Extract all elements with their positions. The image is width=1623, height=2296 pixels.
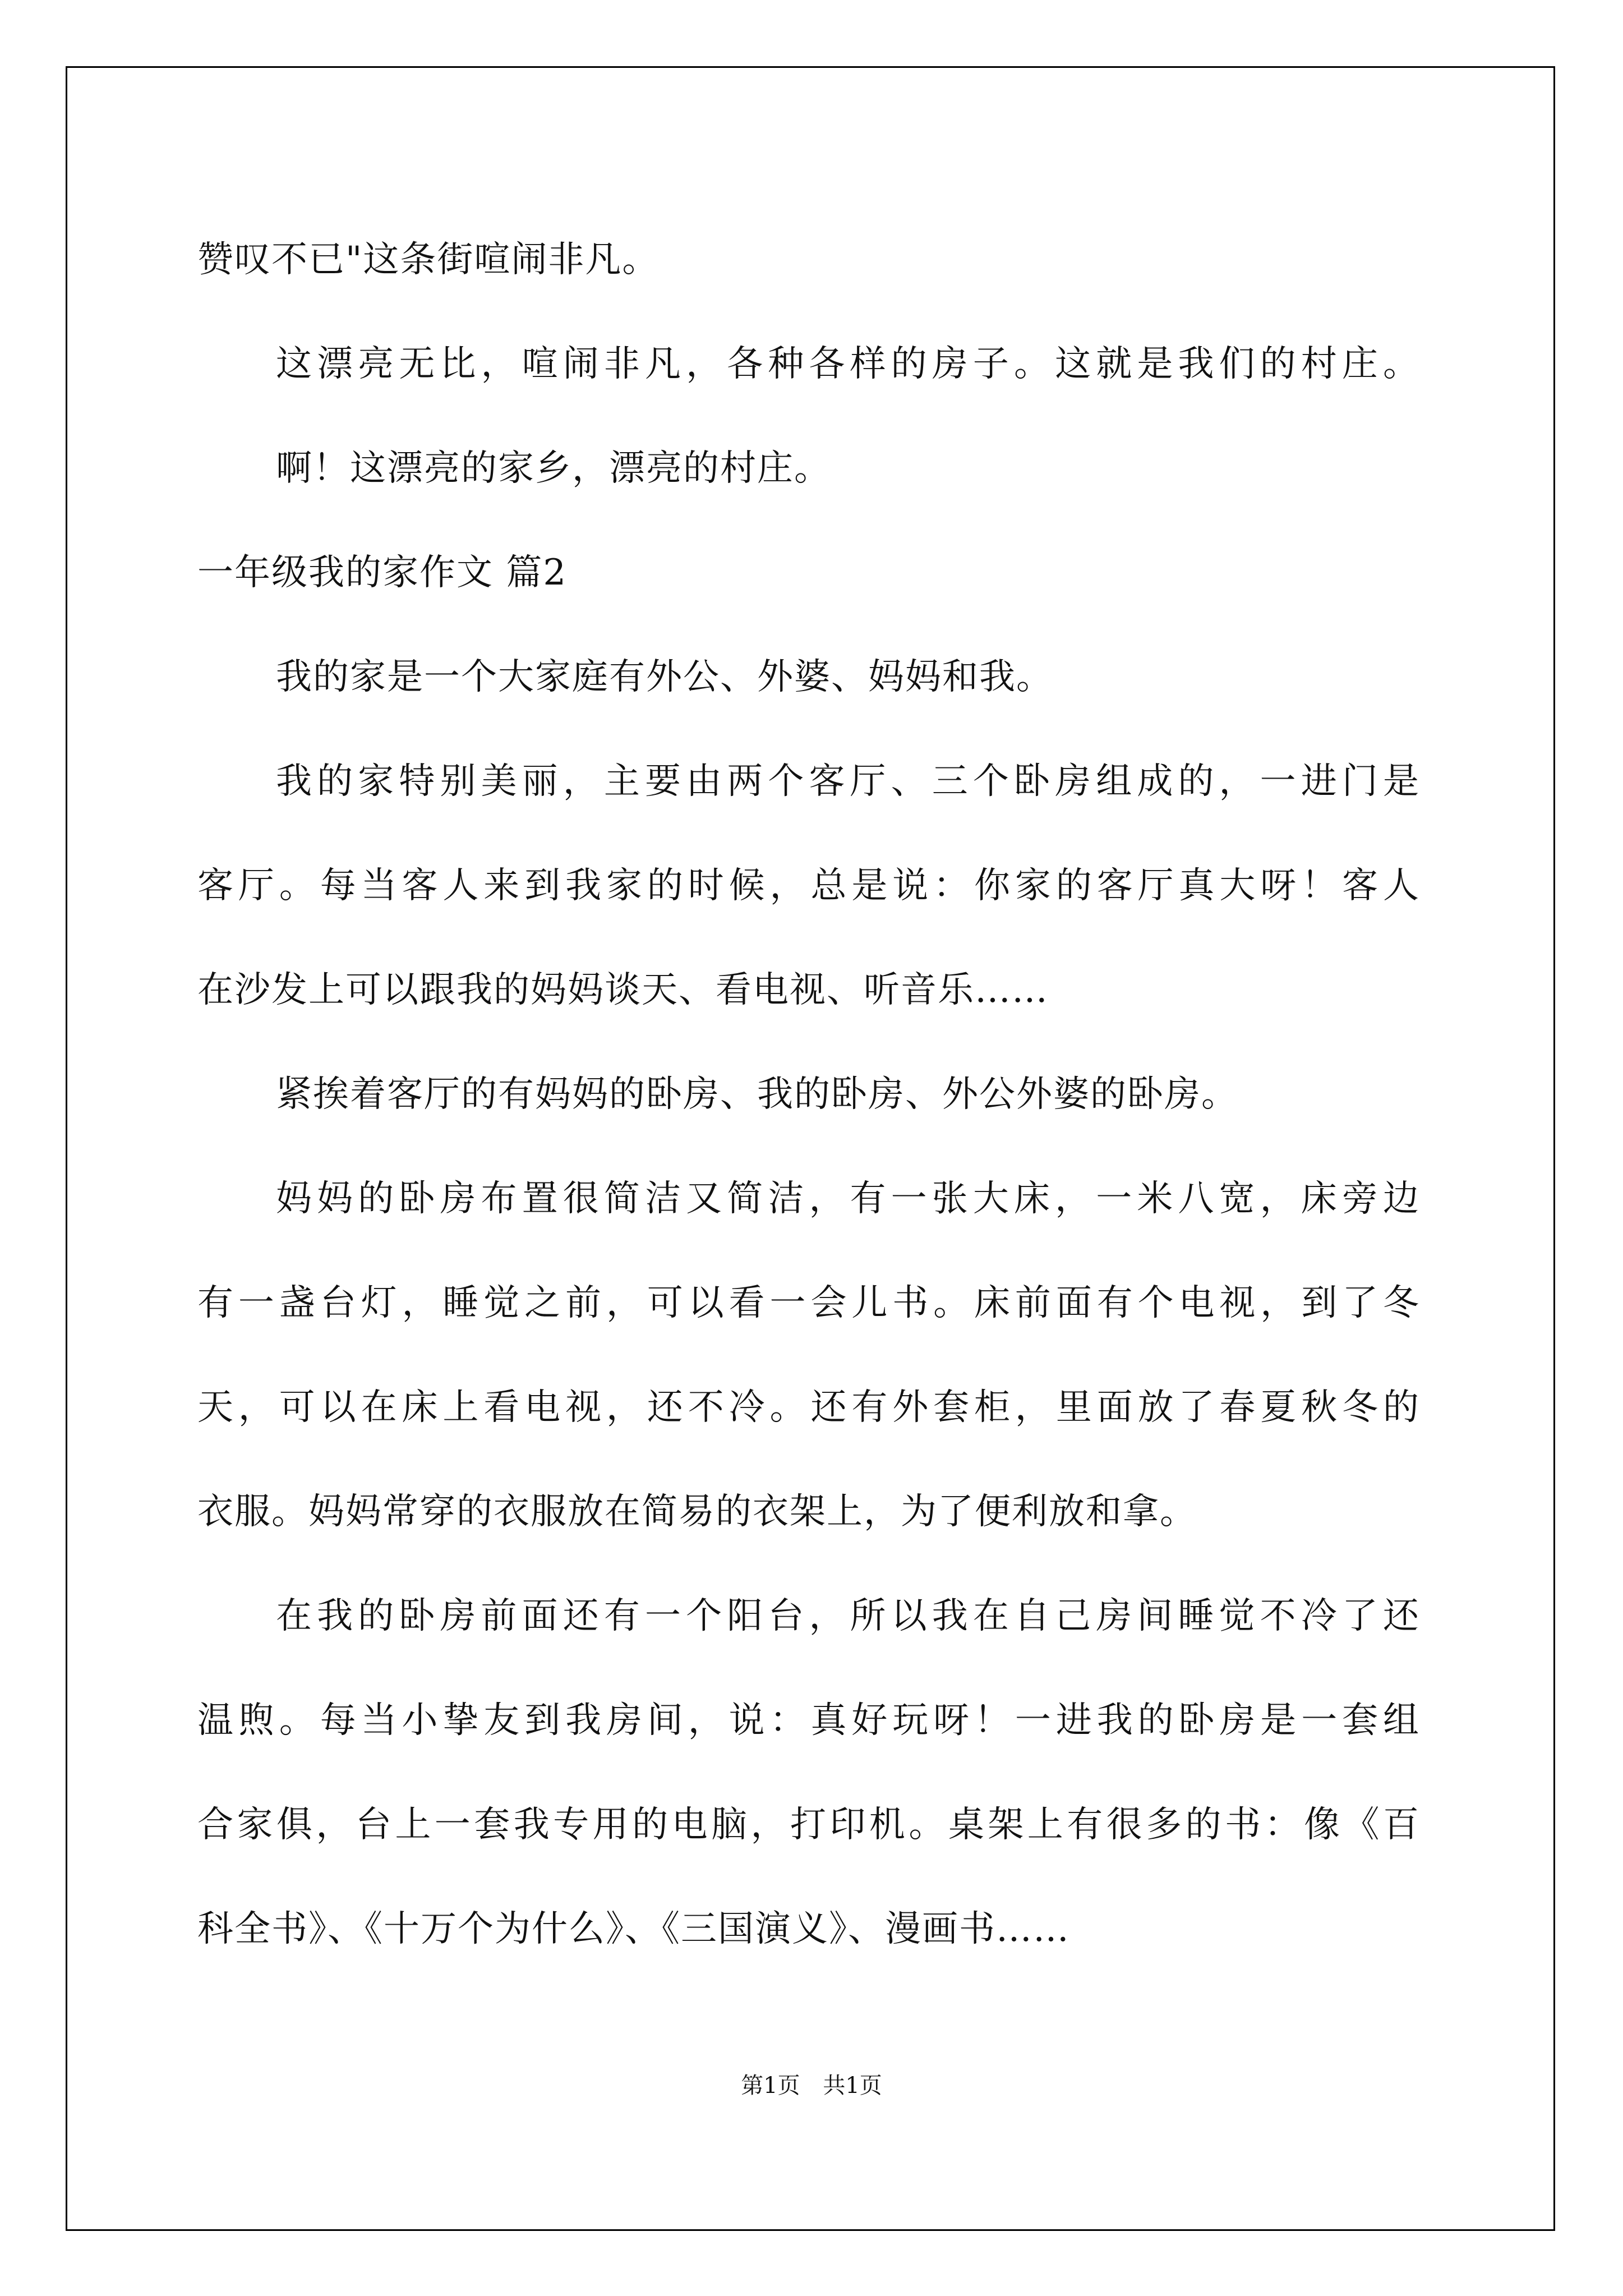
text-line: 妈妈的卧房布置很简洁又简洁，有一张大床，一米八宽，床旁边 [276,1178,1420,1220]
text-line: 有一盏台灯，睡觉之前，可以看一会儿书。床前面有个电视，到了冬 [197,1282,1420,1324]
text-line: 科全书》、《十万个为什么》、《三国演义》、漫画书…… [197,1908,1070,1950]
page-footer [0,2069,1623,2102]
section-heading: 一年级我的家作文 篇2 [197,552,568,593]
text-line: 我的家特别美丽，主要由两个客厅、三个卧房组成的，一进门是 [276,761,1420,802]
text-line: 衣服。妈妈常穿的衣服放在简易的衣架上，为了便利放和拿。 [197,1491,1197,1533]
text-line: 赞叹不已"这条街喧闹非凡。 [197,239,660,280]
text-line: 在我的卧房前面还有一个阳台，所以我在自己房间睡觉不冷了还 [276,1595,1420,1637]
page-number: 第1页 [741,2073,800,2099]
document-body [197,208,1420,1981]
text-line: 天，可以在床上看电视，还不冷。还有外套柜，里面放了春夏秋冬的 [197,1387,1420,1428]
text-line: 紧挨着客厅的有妈妈的卧房、我的卧房、外公外婆的卧房。 [276,1074,1238,1115]
text-line: 啊！这漂亮的家乡，漂亮的村庄。 [276,448,831,489]
text-line: 客厅。每当客人来到我家的时候，总是说：你家的客厅真大呀！客人 [197,865,1420,907]
page-total: 共1页 [823,2073,882,2099]
text-line: 这漂亮无比，喧闹非凡，各种各样的房子。这就是我们的村庄。 [276,343,1420,385]
text-line: 温煦。每当小挚友到我房间，说：真好玩呀！一进我的卧房是一套组 [197,1700,1420,1741]
text-line: 合家俱，台上一套我专用的电脑，打印机。桌架上有很多的书：像《百 [197,1804,1420,1846]
text-line: 在沙发上可以跟我的妈妈谈天、看电视、听音乐…… [197,969,1049,1011]
text-line: 我的家是一个大家庭有外公、外婆、妈妈和我。 [276,656,1053,698]
